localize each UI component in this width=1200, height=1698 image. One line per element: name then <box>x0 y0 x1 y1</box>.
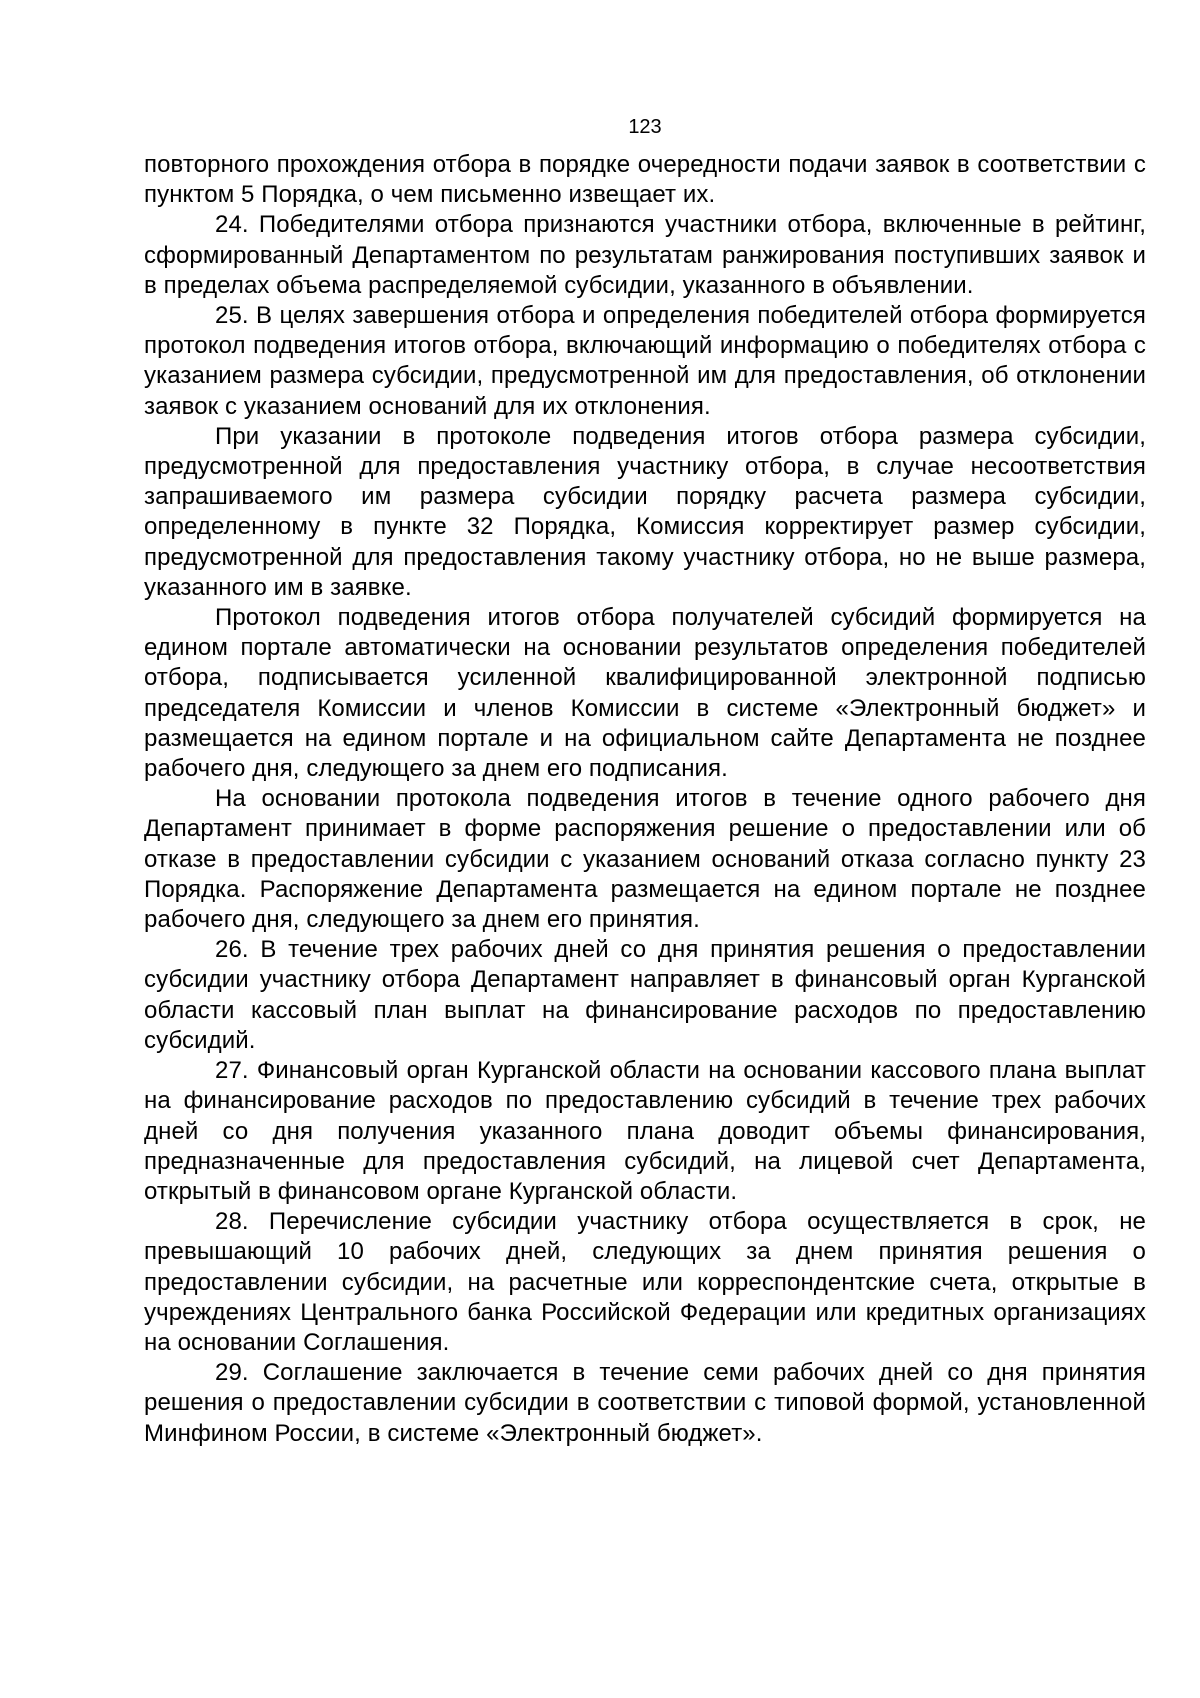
paragraph-item-26: 26. В течение трех рабочих дней со дня принятия решения о предоставлении субсидии участнику отбора Департамент направляет в финансовый орган Курганской области кассовый план выплат на финансирование расходов по предоставлению субсидий. <box>144 936 1146 1054</box>
document-page <box>144 112 1146 1449</box>
paragraph-item-24: 24. Победителями отбора признаются участники отбора, включенные в рейтинг, сформированный Департаментом по результатам ранжирования поступивших заявок и в пределах объема распределяемой субсидии, указанного в объявлении. <box>144 211 1146 299</box>
paragraph-item-28: 28. Перечисление субсидии участнику отбора осуществляется в срок, не превышающий 10 рабочих дней, следующих за днем принятия решения о предоставлении субсидии, на расчетные или корреспондентские счета, открытые в учреждениях Центрального банка Российской Федерации или кредитных организациях на основании Соглашения. <box>144 1208 1146 1356</box>
paragraph-decision: На основании протокола подведения итогов в течение одного рабочего дня Департамент принимает в форме распоряжения решение о предоставлении или об отказе в предоставлении субсидии с указанием оснований отказа согласно пункту 23 Порядка. Распоряжение Департамента размещается на едином портале не позднее рабочего дня, следующего за днем его принятия. <box>144 785 1146 934</box>
paragraph-item-27: 27. Финансовый орган Курганской области на основании кассового плана выплат на финансирование расходов по предоставлению субсидий в течение трех рабочих дней со дня получения указанного плана доводит объемы финансирования, предназначенные для предоставления субсидий, на лицевой счет Департамента, открытый в финансовом органе Курганской области. <box>144 1057 1146 1205</box>
paragraph-item-29: 29. Соглашение заключается в течение семи рабочих дней со дня принятия решения о предоставлении субсидии в соответствии с типовой формой, установленной Минфином России, в системе «Электронный бюджет». <box>144 1359 1146 1447</box>
paragraph-protocol-portal: Протокол подведения итогов отбора получателей субсидий формируется на едином портале автоматически на основании результатов определения победителей отбора, подписывается усиленной квалифицированной электронной подписью председателя Комиссии и членов Комиссии в системе «Электронный бюджет» и размещается на едином портале и на официальном сайте Департамента не позднее рабочего дня, следующего за днем его подписания. <box>144 604 1146 783</box>
paragraph-continuation: повторного прохождения отбора в порядке очередности подачи заявок в соответствии с пунктом 5 Порядка, о чем письменно извещает их. <box>144 151 1146 209</box>
paragraph-item-25: 25. В целях завершения отбора и определения победителей отбора формируется протокол подведения итогов отбора, включающий информацию о победителях отбора с указанием размера субсидии, предусмотренной им для предоставления, об отклонении заявок с указанием оснований для их отклонения. <box>144 302 1146 420</box>
page-number: 123 <box>628 116 662 138</box>
paragraph-protocol-size: При указании в протоколе подведения итогов отбора размера субсидии, предусмотренной для предоставления участнику отбора, в случае несоответствия запрашиваемого им размера субсидии порядку расчета размера субсидии, определенному в пункте 32 Порядка, Комиссия корректирует размер субсидии, предусмотренной для предоставления такому участнику отбора, но не выше размера, указанного им в заявке. <box>144 422 1146 601</box>
